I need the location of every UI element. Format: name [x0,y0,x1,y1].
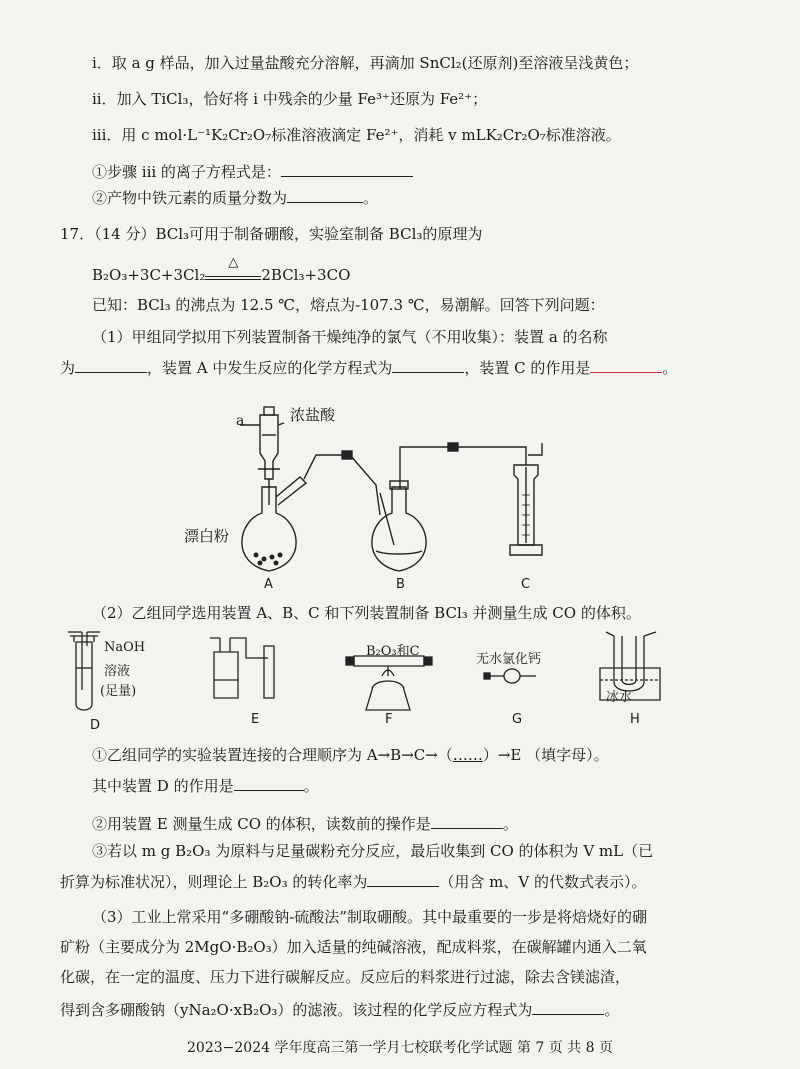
s2-text: ②用装置 E 测量生成 CO 的体积，读数前的操作是 [92,815,431,833]
answer-blank-dots[interactable]: …… [452,746,483,764]
q16-sub1 [92,160,413,183]
q17-part1-line2 [60,356,677,379]
funnel-stopper-icon [264,407,274,415]
connecting-tube-icon [400,447,526,465]
label-b2o3-c: B₂O₃和C [366,644,420,659]
answer-blank[interactable] [590,356,662,373]
p3-text: 得到含多硼酸钠（yNa₂O·xB₂O₃）的滤液。该过程的化学反应方程式为 [60,1001,533,1019]
heat-symbol: △ [228,255,239,270]
q16-sub2-text: ②产物中铁元素的质量分数为 [92,189,288,207]
q17-s3-line2 [60,870,646,893]
flask-b-icon [372,487,426,571]
page-footer: 2023−2024 学年度高三第一学月七校联考化学试题 第 7 页 共 8 页 [187,1040,613,1056]
q16-sub1-text: ①步骤 iii 的离子方程式是： [92,163,281,181]
answer-blank[interactable] [281,160,413,177]
q17-part2: （2）乙组同学选用装置 A、B、C 和下列装置制备 BCl₃ 并测量生成 CO 的体积。 [92,604,641,622]
answer-blank[interactable] [234,774,304,791]
side-arm-icon [276,477,306,505]
drying-tube-g-icon [504,669,520,683]
label-solution: 溶液 [104,664,131,679]
caption-f: F [385,712,393,727]
s1-text: 其中装置 D 的作用是 [92,777,234,795]
caption-h: H [630,712,640,727]
answer-blank[interactable] [532,998,604,1015]
caption-a: A [264,577,273,592]
punct: 。 [363,189,379,207]
punct: 。 [303,777,319,795]
answer-blank[interactable] [431,812,503,829]
caption-d: D [90,718,101,733]
q17-equation [92,255,351,286]
measuring-cylinder-icon [264,646,274,698]
label-naoh: NaOH [104,640,146,655]
p1-text: 为 [60,359,76,377]
q17-known: 已知：BCl₃ 的沸点为 12.5 ℃，熔点为-107.3 ℃，易潮解。回答下列问题： [92,296,605,314]
q16-sub2 [92,186,378,209]
equation-right: 2BCl₃+3CO [261,266,351,284]
connecting-tube-icon [304,455,380,515]
label-excess: (足量) [100,684,137,699]
equation-condition [205,255,261,280]
caption-b: B [396,577,405,592]
punct: 。 [502,815,518,833]
q17-part3-line2: 矿粉（主要成分为 2MgO·B₂O₃）加入适量的纯碱溶液，配成料浆，在碳解罐内通入二氧 [60,938,647,956]
label-cacl2: 无水氯化钙 [476,652,542,667]
caption-e: E [251,712,260,727]
s1-text: ①乙组同学的实验装置连接的合理顺序为 A→B→C→（ [92,746,453,764]
label-a: a [236,413,245,429]
answer-blank[interactable] [287,186,363,203]
answer-blank[interactable] [367,870,439,887]
gas-bottle-e-icon [214,652,238,698]
caption-g: G [512,712,523,727]
p1-text: ，装置 C 的作用是 [464,359,591,377]
label-conc-hcl: 浓盐酸 [290,406,336,424]
q17-part1-line1: （1）甲组同学拟用下列装置制备干燥纯净的氯气（不用收集）：装置 a 的名称 [92,328,608,346]
q17-part3-line1: （3）工业上常采用“多硼酸钠-硫酸法”制取硼酸。其中最重要的一步是将焙烧好的硼 [92,908,647,926]
q16-step-i: i．取 a g 样品，加入过量盐酸充分溶解，再滴加 SnCl₂(还原剂)至溶液呈浅黄色； [92,54,639,72]
answer-blank[interactable] [392,356,464,373]
p1-text: ，装置 A 中发生反应的化学方程式为 [147,359,393,377]
q17-s1-line1 [92,744,609,766]
liquid-b-icon [376,551,422,554]
q17-s2 [92,812,518,835]
label-ice-water: 冰水 [606,690,633,705]
s3-text: 折算为标准状况），则理论上 B₂O₃ 的转化率为 [60,873,368,891]
s3-text: （用含 m、V 的代数式表示）。 [439,873,647,891]
answer-blank[interactable] [75,356,147,373]
q17-s1-line2 [92,774,319,797]
q16-step-iii: iii．用 c mol·L⁻¹K₂Cr₂O₇标准溶液滴定 Fe²⁺，消耗 v mLK₂Cr₂O₇标准溶液。 [92,126,621,144]
u-tube-icon [614,636,644,691]
equation-left: B₂O₃+3C+3Cl₂ [92,266,206,284]
equals-sign [205,276,261,280]
alcohol-lamp-icon [366,681,410,710]
label-bleaching-powder: 漂白粉 [184,527,230,545]
q16-step-ii: ii．加入 TiCl₃，恰好将 i 中残余的少量 Fe³⁺还原为 Fe²⁺； [92,90,488,108]
punct: 。 [604,1001,620,1019]
q17-part3-line4 [60,998,619,1021]
punct: 。 [662,359,678,377]
q17-intro: 17．（14 分）BCl₃可用于制备硼酸，实验室制备 BCl₃的原理为 [60,225,483,243]
test-tube-d-icon [76,642,92,710]
q17-part3-line3: 化碳，在一定的温度、压力下进行碳解反应。反应后的料浆进行过滤，除去含镁滤渣， [60,968,631,986]
q17-s3-line1: ③若以 m g B₂O₃ 为原料与足量碳粉充分反应，最后收集到 CO 的体积为 V mL（已 [92,842,654,860]
caption-c: C [521,577,531,592]
s1-text: ）→E （填字母）。 [482,746,609,764]
